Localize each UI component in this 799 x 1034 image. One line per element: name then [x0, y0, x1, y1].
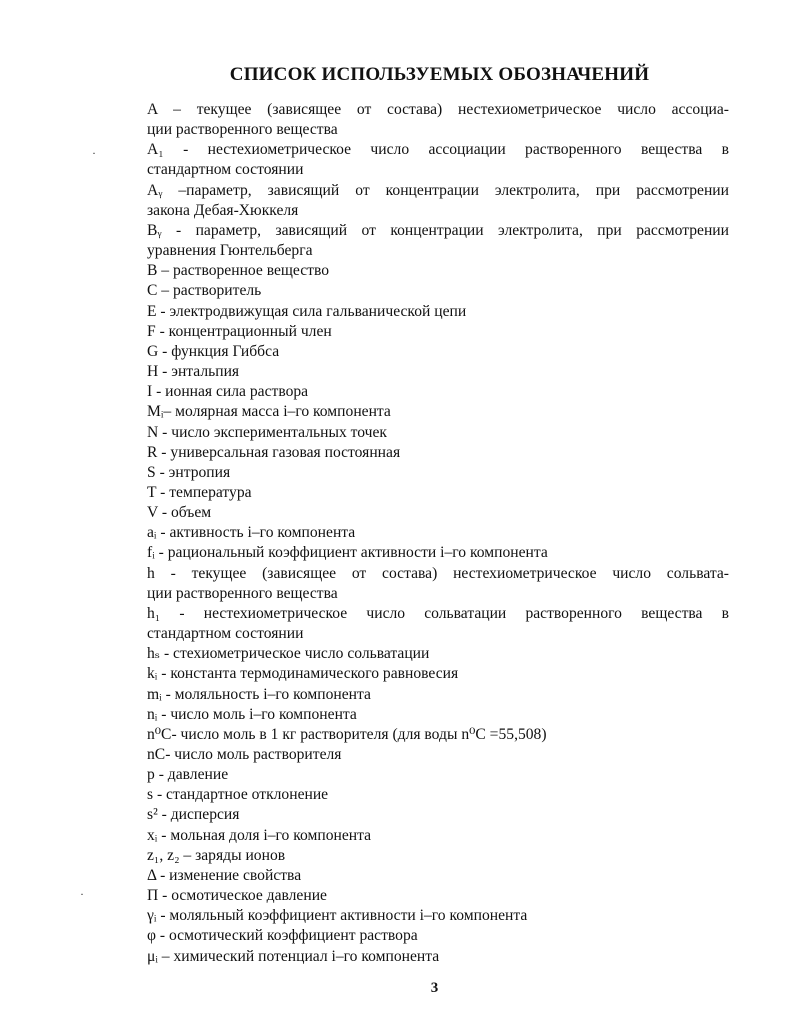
symbol-definition-line: xᵢ - мольная доля i–го компонента — [147, 826, 372, 844]
symbol-definition-line: h - текущее (зависящее от состава) нестехиометрическое число сольвата- — [147, 564, 729, 582]
symbol-definition-line: p - давление — [147, 766, 229, 784]
symbol-definition-line: B – растворенное вещество — [147, 262, 330, 280]
page-number: 3 — [430, 980, 439, 996]
symbol-definition-line: ции растворенного вещества — [147, 121, 338, 139]
symbol-definition-line: nC- число моль растворителя — [147, 746, 342, 763]
symbol-definition-line: s² - дисперсия — [147, 806, 240, 824]
symbol-definition-line: R - универсальная газовая постоянная — [147, 443, 401, 461]
symbol-definition-line: z₁, z₂ – заряды ионов — [147, 846, 286, 864]
symbols-list — [147, 100, 729, 967]
symbol-definition-line: A₁ - нестехиометрическое число ассоциации растворенного вещества в — [147, 141, 729, 159]
symbol-definition-line: G - функция Гиббса — [147, 342, 280, 360]
symbol-definition-line: I - ионная сила раствора — [147, 383, 309, 401]
symbol-definition-line: закона Дебая-Хюккеля — [147, 201, 299, 219]
symbol-definition-line: μᵢ – химический потенциал i–го компонента — [147, 947, 440, 965]
symbol-definition-line: aᵢ - активность i–го компонента — [147, 524, 356, 542]
symbol-definition-line: Δ - изменение свойства — [147, 866, 302, 884]
symbol-definition-line: h₁ - нестехиометрическое число сольватации растворенного вещества в — [147, 604, 729, 622]
symbol-definition-line: s - стандартное отклонение — [147, 786, 329, 804]
symbol-definition-line: hₛ - стехиометрическое число сольватации — [147, 645, 430, 663]
symbol-definition-line: N - число экспериментальных точек — [147, 423, 387, 441]
symbol-definition-line: φ - осмотический коэффициент раствора — [147, 927, 418, 945]
scan-speck: · — [80, 887, 84, 901]
page-title: СПИСОК ИСПОЛЬЗУЕМЫХ ОБОЗНАЧЕНИЙ — [229, 64, 650, 85]
symbol-definition-line: γᵢ - моляльный коэффициент активности i–го компонента — [147, 907, 528, 925]
symbol-definition-line: A – текущее (зависящее от состава) нестехиометрическое число ассоциа- — [147, 101, 729, 118]
symbol-definition-line: H - энтальпия — [147, 363, 240, 381]
symbol-definition-line: стандартном состоянии — [147, 625, 304, 643]
symbol-definition-line: n⁰C- число моль в 1 кг растворителя (для воды n⁰C =55,508) — [147, 725, 547, 743]
symbol-definition-line: стандартном состоянии — [147, 161, 304, 179]
symbol-definition-line: E - электродвижущая сила гальванической цепи — [147, 302, 467, 320]
symbol-definition-line: Aᵧ –параметр, зависящий от концентрации электролита, при рассмотрении — [147, 181, 729, 199]
symbol-definition-line: ции растворенного вещества — [147, 584, 338, 602]
symbol-definition-line: Bᵧ - параметр, зависящий от концентрации электролита, при рассмотрении — [147, 221, 729, 239]
scan-speck: · — [92, 146, 96, 160]
symbol-definition-line: Mᵢ– молярная масса i–го компонента — [147, 403, 391, 421]
symbol-definition-line: C – растворитель — [147, 282, 262, 300]
symbol-definition-line: nᵢ - число моль i–го компонента — [147, 705, 357, 723]
symbol-definition-line: S - энтропия — [147, 463, 231, 481]
symbol-definition-line: уравнения Гюнтельберга — [147, 242, 313, 260]
symbol-definition-line: kᵢ - константа термодинамического равновесия — [147, 665, 459, 683]
symbol-definition-line: T - температура — [147, 483, 252, 501]
symbol-definition-line: F - концентрационный член — [147, 322, 332, 340]
symbol-definition-line: mᵢ - моляльность i–го компонента — [147, 685, 371, 703]
symbol-definition-line: V - объем — [147, 504, 212, 522]
symbol-definition-line: fᵢ - рациональный коэффициент активности i–го компонента — [147, 544, 548, 562]
symbol-definition-line: Π - осмотическое давление — [147, 887, 327, 905]
